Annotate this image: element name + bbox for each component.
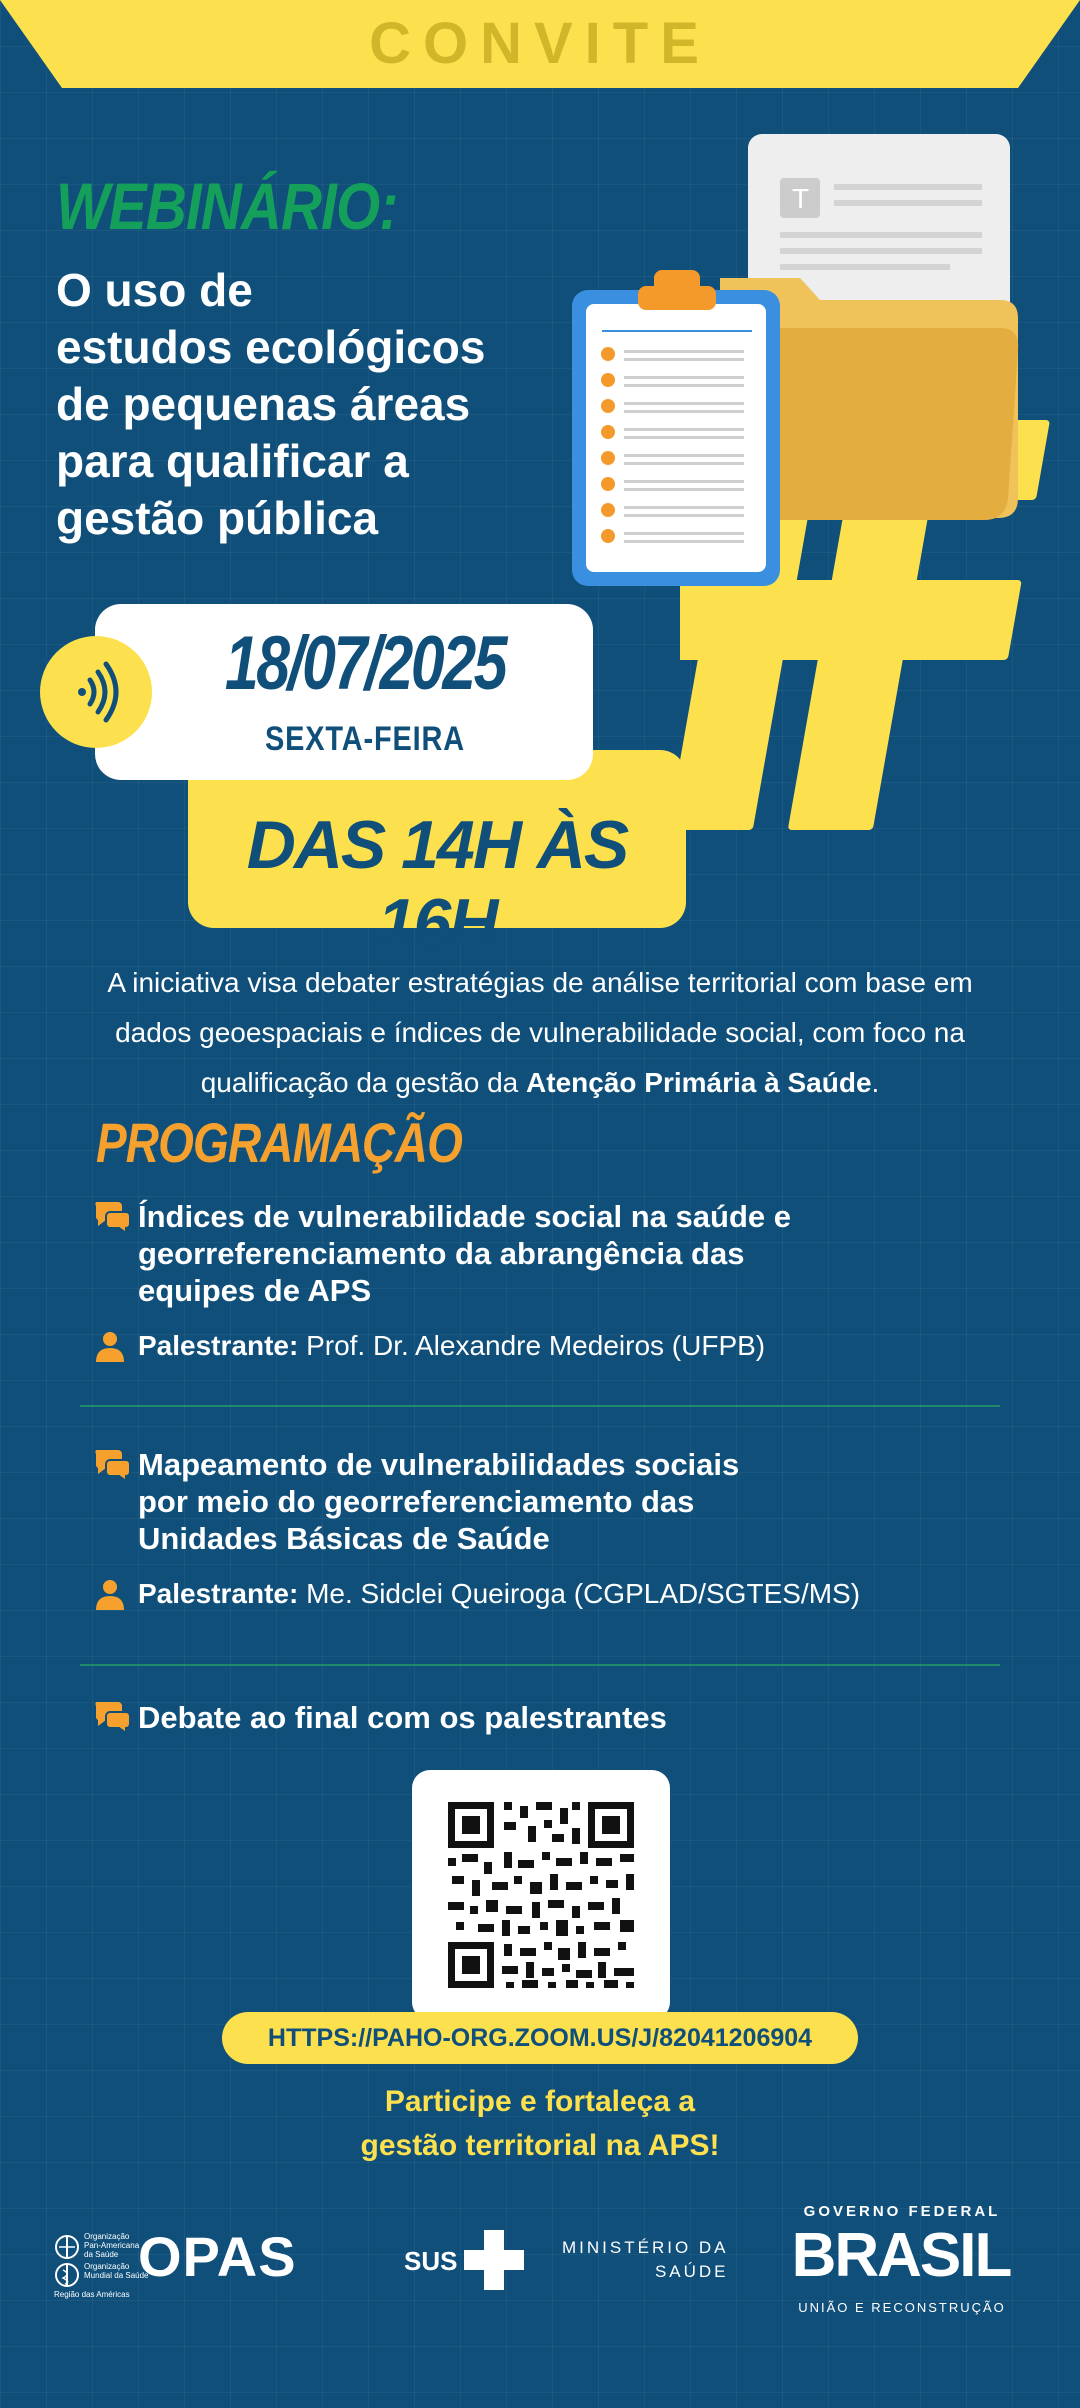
description-end: . <box>871 1067 880 1098</box>
event-date: 18/07/2025 <box>224 621 506 706</box>
program-item-title <box>138 1446 958 1557</box>
who-name-line: Organização <box>84 2262 130 2271</box>
program-item-speaker <box>138 1578 860 1610</box>
person-icon <box>94 1578 126 1610</box>
item-title-line: georreferenciamento da abrangência das <box>138 1236 745 1271</box>
svg-text:T: T <box>792 183 810 214</box>
title-line: gestão pública <box>56 492 379 544</box>
speaker-name: Me. Sidclei Queiroga (CGPLAD/SGTES/MS) <box>298 1578 861 1609</box>
call-to-action <box>0 2080 1080 2168</box>
paho-name-line: Pan-Americana <box>84 2241 140 2250</box>
title-line: estudos ecológicos <box>56 321 486 373</box>
item-title-line: Índices de vulnerabilidade social na saúde e <box>138 1199 791 1234</box>
chat-bubbles-icon <box>92 1698 132 1734</box>
event-weekday: SEXTA-FEIRA <box>265 720 465 758</box>
event-description <box>80 958 1000 1108</box>
ministerio-line: SAÚDE <box>654 2262 729 2281</box>
event-time: DAS 14H ÀS 16H <box>246 807 628 961</box>
speaker-label: Palestrante: <box>138 1578 299 1609</box>
speaker-label: Palestrante: <box>138 1330 299 1361</box>
sound-wave-icon <box>40 636 152 748</box>
audio-button[interactable] <box>40 636 152 748</box>
section-divider <box>80 1405 1000 1407</box>
program-item-title <box>138 1198 958 1309</box>
uniao-reconstrucao-label: UNIÃO E RECONSTRUÇÃO <box>798 2300 1006 2315</box>
webinar-label: WEBINÁRIO: <box>56 169 398 243</box>
cta-line: Participe e fortaleça a <box>384 2085 696 2118</box>
ministerio-logo <box>562 2236 729 2284</box>
program-item-speaker <box>138 1330 765 1362</box>
who-name-line: Mundial da Saúde <box>84 2271 149 2280</box>
clipboard-checklist-illustration <box>568 262 788 592</box>
sus-cross-icon <box>462 2228 526 2292</box>
region-name: Região das Américas <box>54 2290 130 2299</box>
paho-name <box>84 2232 139 2259</box>
item-title-line: por meio do georreferenciamento das <box>138 1484 695 1519</box>
description-text: A iniciativa visa debater estratégias de análise territorial com base em dados geoespaciais e índices de vulnerabilidade social, com foco na qualificação da gestão da <box>107 967 973 1098</box>
sus-logo: SUS <box>404 2246 458 2276</box>
paho-emblem-icon <box>54 2234 80 2260</box>
zoom-link[interactable]: HTTPS://PAHO-ORG.ZOOM.US/J/82041206904 <box>222 2012 858 2064</box>
title-line: O uso de <box>56 264 253 316</box>
webinar-title <box>56 262 576 547</box>
item-title-line: Mapeamento de vulnerabilidades sociais <box>138 1447 740 1482</box>
banner-label: CONVITE <box>369 11 711 76</box>
ministerio-line: MINISTÉRIO DA <box>562 2238 729 2257</box>
item-title-line: Unidades Básicas de Saúde <box>138 1521 550 1556</box>
description-bold: Atenção Primária à Saúde <box>526 1067 872 1098</box>
qr-code[interactable] <box>412 1770 670 2020</box>
program-closing: Debate ao final com os palestrantes <box>138 1700 667 1735</box>
item-title-line: equipes de APS <box>138 1273 372 1308</box>
chat-bubbles-icon <box>92 1446 132 1482</box>
person-icon <box>94 1330 126 1362</box>
who-emblem-icon <box>54 2262 80 2288</box>
section-divider <box>80 1664 1000 1666</box>
governo-federal-label: GOVERNO FEDERAL <box>803 2203 1001 2220</box>
title-line: de pequenas áreas <box>56 378 471 430</box>
paho-name-line: Organização <box>84 2232 130 2241</box>
qr-code-icon <box>412 1770 670 2000</box>
cta-line: gestão territorial na APS! <box>360 2129 720 2162</box>
opas-logo: OPAS <box>138 2225 297 2288</box>
program-title: PROGRAMAÇÃO <box>96 1111 462 1174</box>
paho-name-line: da Saúde <box>84 2250 119 2259</box>
title-line: para qualificar a <box>56 435 409 487</box>
chat-bubbles-icon <box>92 1198 132 1234</box>
brasil-logo: BRASIL <box>791 2221 1011 2290</box>
speaker-name: Prof. Dr. Alexandre Medeiros (UFPB) <box>298 1330 766 1361</box>
